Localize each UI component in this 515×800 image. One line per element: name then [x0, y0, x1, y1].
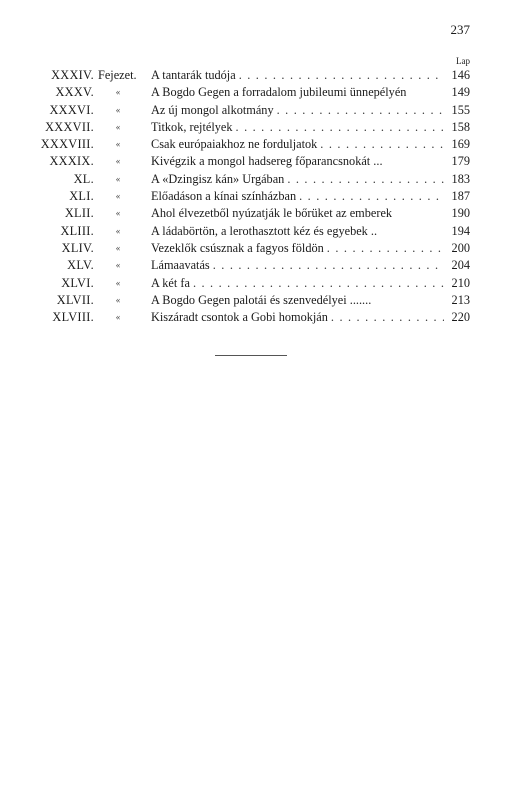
chapter-page: 158 — [451, 119, 470, 134]
dot-leader — [327, 240, 444, 257]
toc-entry — [0, 188, 515, 205]
toc-entry — [0, 223, 515, 240]
toc-entry — [0, 67, 515, 84]
toc-entry — [0, 275, 515, 292]
chapter-page: 149 — [451, 85, 470, 100]
chapter-page: 146 — [451, 68, 470, 82]
chapter-number: XLV. — [67, 258, 94, 273]
page-column-label: Lap — [456, 56, 470, 66]
chapter-number: XLII. — [64, 206, 94, 221]
ditto-mark: « — [115, 191, 121, 202]
chapter-title: Lámaavatás — [151, 258, 210, 273]
chapter-marker: Fejezet. — [98, 68, 137, 82]
chapter-page: 179 — [451, 154, 470, 169]
chapter-title: A tantarák tudója — [151, 68, 236, 82]
chapter-page: 155 — [451, 102, 470, 117]
chapter-number: XLIV. — [61, 240, 94, 255]
chapter-title: A «Dzingisz kán» Urgában — [151, 171, 285, 186]
chapter-page: 169 — [451, 137, 470, 152]
chapter-number: XLVII. — [56, 292, 94, 307]
chapter-number: XXXV. — [55, 85, 94, 100]
chapter-title: Csak európaiakhoz ne forduljatok — [151, 137, 318, 152]
ditto-mark: « — [115, 87, 121, 98]
chapter-title: Ahol élvezetből nyúzatják le bőrüket az emberek — [151, 206, 393, 221]
ditto-mark: « — [115, 208, 121, 219]
chapter-title: Kivégzik a mongol hadsereg főparancsnokát ... — [151, 154, 383, 169]
dot-leader — [277, 102, 444, 119]
chapter-title: A Bogdo Gegen a forradalom jubileumi ünnepélyén — [151, 85, 407, 100]
chapter-page: 194 — [451, 223, 470, 238]
section-divider — [215, 355, 287, 356]
ditto-mark: « — [115, 242, 121, 253]
chapter-page: 204 — [451, 258, 470, 273]
dot-leader — [193, 275, 444, 292]
dot-leader — [239, 67, 444, 84]
chapter-title: Előadáson a kínai színházban — [151, 189, 297, 204]
chapter-title: Kiszáradt csontok a Gobi homokján — [151, 310, 328, 325]
chapter-page: 220 — [451, 310, 470, 325]
chapter-number: XXXIX. — [49, 154, 94, 169]
toc-entry — [0, 257, 515, 274]
dot-leader — [331, 309, 444, 326]
ditto-mark: « — [115, 260, 121, 271]
toc-entry — [0, 171, 515, 188]
toc-entry — [0, 240, 515, 257]
chapter-title: Vezeklők csúsznak a fagyos földön — [151, 240, 324, 255]
chapter-number: XLIII. — [60, 223, 94, 238]
chapter-title: Az új mongol alkotmány — [151, 102, 274, 117]
dot-leader — [236, 119, 444, 136]
chapter-number: XXXVI. — [49, 102, 94, 117]
chapter-number: XXXIV. — [51, 68, 94, 82]
toc-entry — [0, 136, 515, 153]
chapter-number: XLVIII. — [52, 310, 94, 325]
chapter-page: 210 — [451, 275, 470, 290]
dot-leader — [287, 171, 444, 188]
ditto-mark: « — [115, 104, 121, 115]
chapter-number: XLI. — [69, 189, 94, 204]
toc-entry — [0, 292, 515, 309]
toc-entry — [0, 309, 515, 326]
toc-entry — [0, 119, 515, 136]
chapter-page: 190 — [451, 206, 470, 221]
chapter-title: A két fa — [151, 275, 190, 290]
chapter-number: XL. — [73, 171, 94, 186]
dot-leader — [320, 136, 444, 153]
chapter-page: 213 — [451, 292, 470, 307]
ditto-mark: « — [115, 121, 121, 132]
toc-entry — [0, 205, 515, 222]
dot-leader — [213, 257, 444, 274]
chapter-title: Titkok, rejtélyek — [151, 119, 233, 134]
ditto-mark: « — [115, 139, 121, 150]
chapter-number: XXXVIII. — [40, 137, 94, 152]
ditto-mark: « — [115, 156, 121, 167]
chapter-number: XXXVII. — [45, 119, 94, 134]
ditto-mark: « — [115, 294, 121, 305]
chapter-title: A Bogdo Gegen palotái és szenvedélyei ....... — [151, 292, 372, 307]
ditto-mark: « — [115, 277, 121, 288]
table-of-contents — [0, 67, 515, 326]
chapter-page: 187 — [451, 189, 470, 204]
ditto-mark: « — [115, 225, 121, 236]
toc-entry — [0, 84, 515, 101]
chapter-page: 183 — [451, 171, 470, 186]
toc-entry — [0, 153, 515, 170]
page-number: 237 — [450, 22, 470, 37]
chapter-page: 200 — [451, 240, 470, 255]
dot-leader — [299, 188, 444, 205]
ditto-mark: « — [115, 173, 121, 184]
chapter-number: XLVI. — [61, 275, 94, 290]
toc-entry — [0, 102, 515, 119]
ditto-mark: « — [115, 312, 121, 323]
chapter-title: A ládabörtön, a lerothasztott kéz és egyebek .. — [151, 223, 378, 238]
